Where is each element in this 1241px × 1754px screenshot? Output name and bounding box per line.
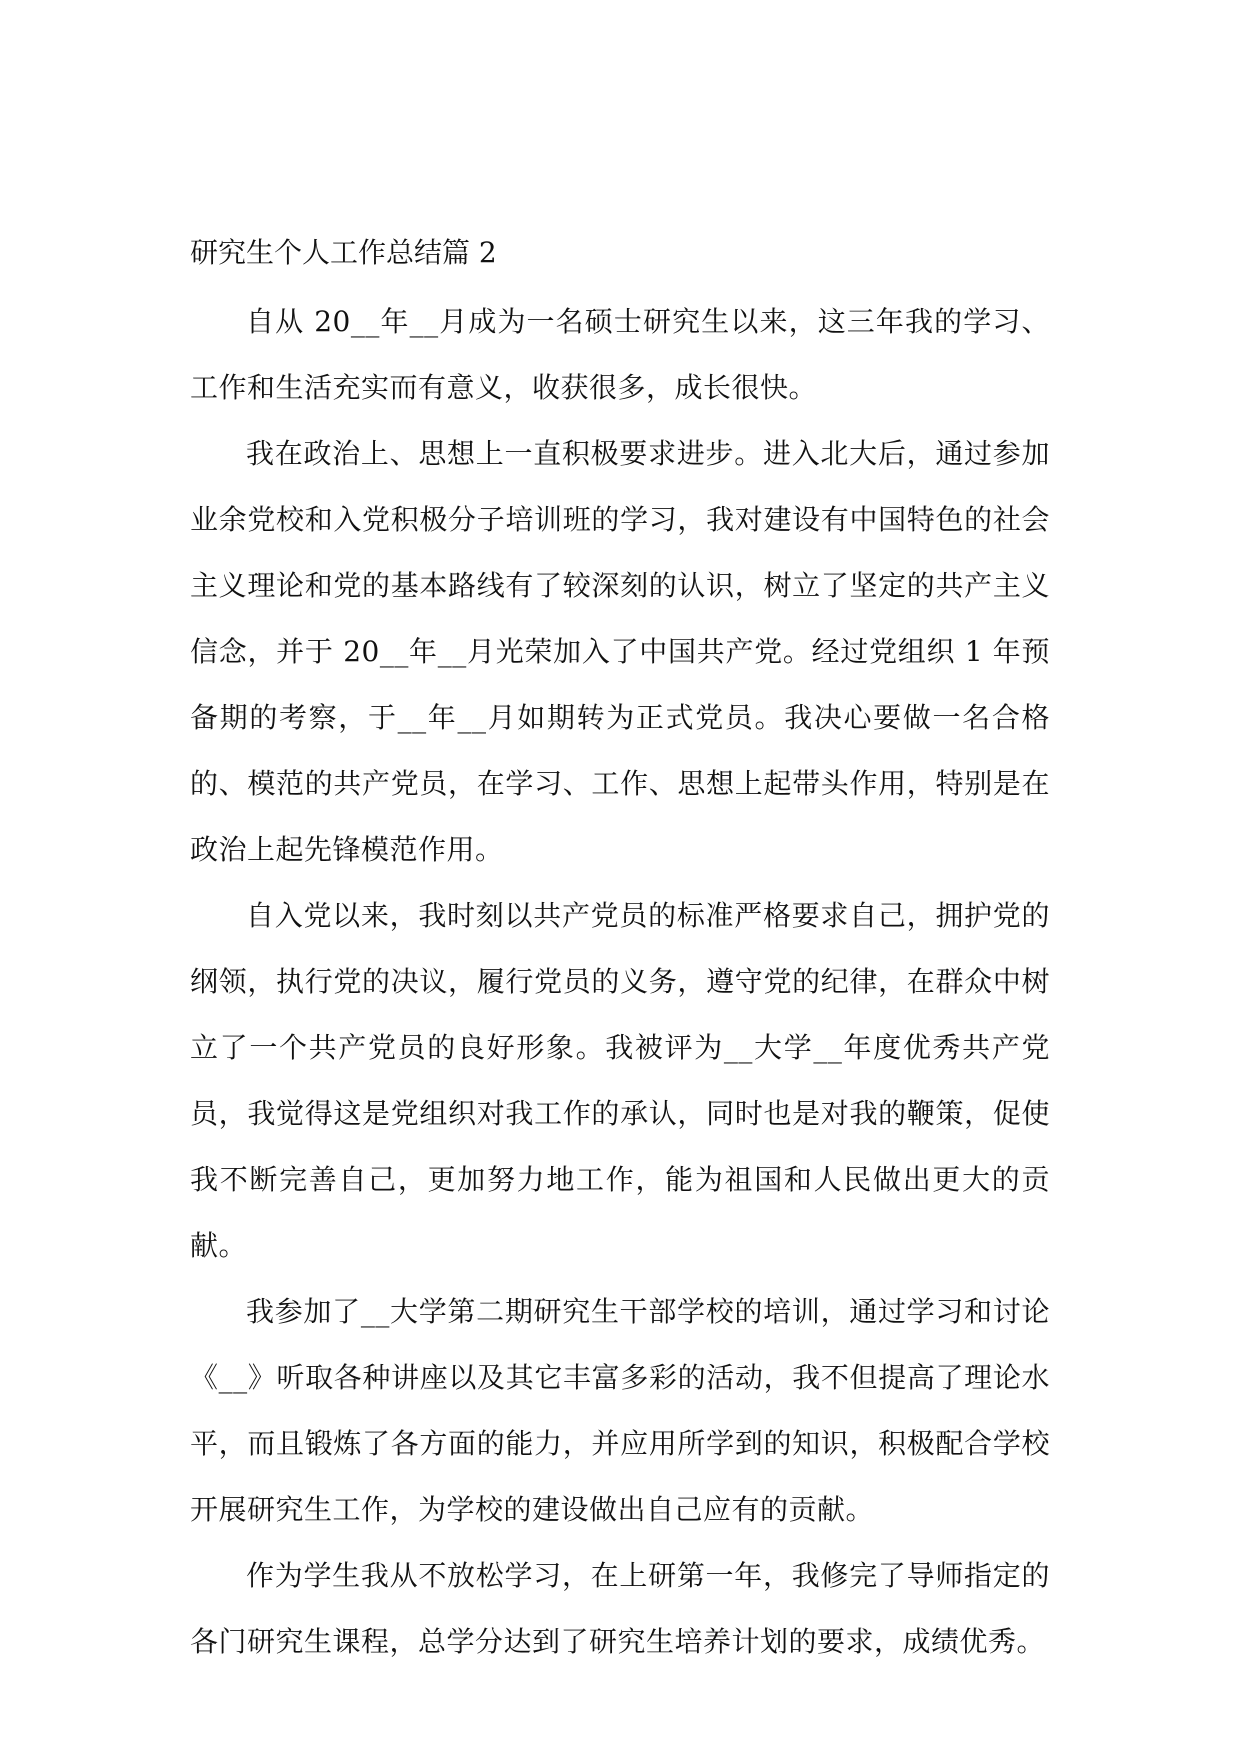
paragraph-4: 我参加了__大学第二期研究生干部学校的培训，通过学习和讨论《__》听取各种讲座以及其它丰富多彩的活动，我不但提高了理论水平，而且锻炼了各方面的能力，并应用所学到的知识，积极配合学校开展研究生工作，为学校的建设做出自己应有的贡献。 [190, 1295, 1050, 1526]
paragraph-2: 我在政治上、思想上一直积极要求进步。进入北大后，通过参加业余党校和入党积极分子培训班的学习，我对建设有中国特色的社会主义理论和党的基本路线有了较深刻的认识，树立了坚定的共产主义信念，并于 20__年__月光荣加入了中国共产党。经过党组织 1 年预备期的考察，于__年__月如期转为正式党员。我决心要做一名合格的、模范的共产党员，在学习、工作、思想上起带头作用，特别是在政治上起先锋模范作用。 [190, 437, 1050, 866]
document-body [190, 225, 1050, 1675]
document-title: 研究生个人工作总结篇 2 [190, 236, 497, 269]
paragraph-1: 自从 20__年__月成为一名硕士研究生以来，这三年我的学习、工作和生活充实而有意义，收获很多，成长很快。 [190, 305, 1050, 404]
paragraph-3: 自入党以来，我时刻以共产党员的标准严格要求自己，拥护党的纲领，执行党的决议，履行党员的义务，遵守党的纪律，在群众中树立了一个共产党员的良好形象。我被评为__大学__年度优秀共产党员，我觉得这是党组织对我工作的承认，同时也是对我的鞭策，促使我不断完善自己，更加努力地工作，能为祖国和人民做出更大的贡献。 [190, 899, 1050, 1262]
paragraph-5: 作为学生我从不放松学习，在上研第一年，我修完了导师指定的各门研究生课程，总学分达到了研究生培养计划的要求，成绩优秀。 [190, 1559, 1050, 1658]
